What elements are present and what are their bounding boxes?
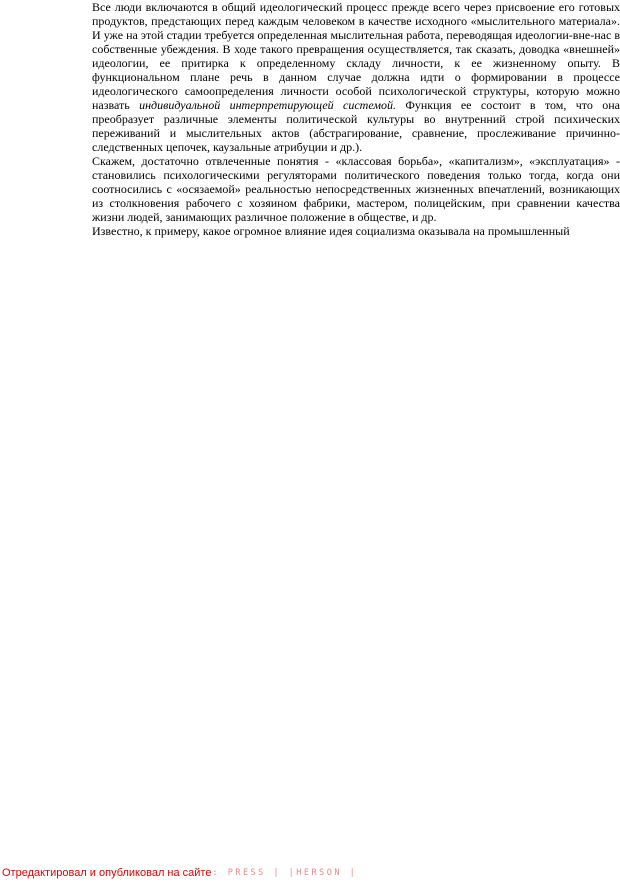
paragraph-1-italic-term: индивидуальной интерпретирующей системой.	[139, 98, 397, 112]
footer-credit	[2, 867, 357, 880]
paragraph-1	[92, 0, 620, 154]
footer-credit-text: Отредактировал и опубликовал на сайте	[2, 867, 212, 879]
paragraph-1-text-start: Все люди включаются в общий идеологический процесс прежде всего через присвоение его готовых продуктов, предстающих перед каждым человеком в качестве исходного «мыслительного материала». И уже на этой стадии требуется определенная мыслительная работа, переводящая идеологии-вне-нас в собственные убеждения. В ходе такого превращения осуществляется, так сказать, доводка «внешней» идеологии, ее притирка к определенному складу личности, к ее жизненному опыту. В функциональном плане речь в данном случае должна идти о формировании в процессе идеологического самоопределения личности особой психологической структуры, которую можно назвать	[92, 0, 620, 112]
paragraph-3: Известно, к примеру, какое огромное влияние идея социализма оказывала на промышленный	[92, 224, 570, 238]
paragraph-2: Скажем, достаточно отвлеченные понятия - «классовая борьба», «капитализм», «эксплуатация» - становились психологическими регуляторами политического поведения только тогда, когда они соотносились с «осязаемой» реальностью непосредственных жизненных впечатлений, возникающих из столкновения рабочего с хозяином фабрики, мастером, полицейским, при сравнении качества жизни людей, занимающих различное положение в обществе, и др.	[92, 154, 620, 224]
paragraph-1-text-end: Функция ее состоит в том, что она преобразует различные элементы политической культуры во внутренний строй психических переживаний и мыслительных актов (абстрагирование, сравнение, прослеживание причинно-следственных цепочек, каузальные атрибуции и др.).	[92, 98, 620, 154]
site-logo: : PRESS | |HERSON |	[212, 868, 358, 878]
document-body	[92, 0, 620, 238]
